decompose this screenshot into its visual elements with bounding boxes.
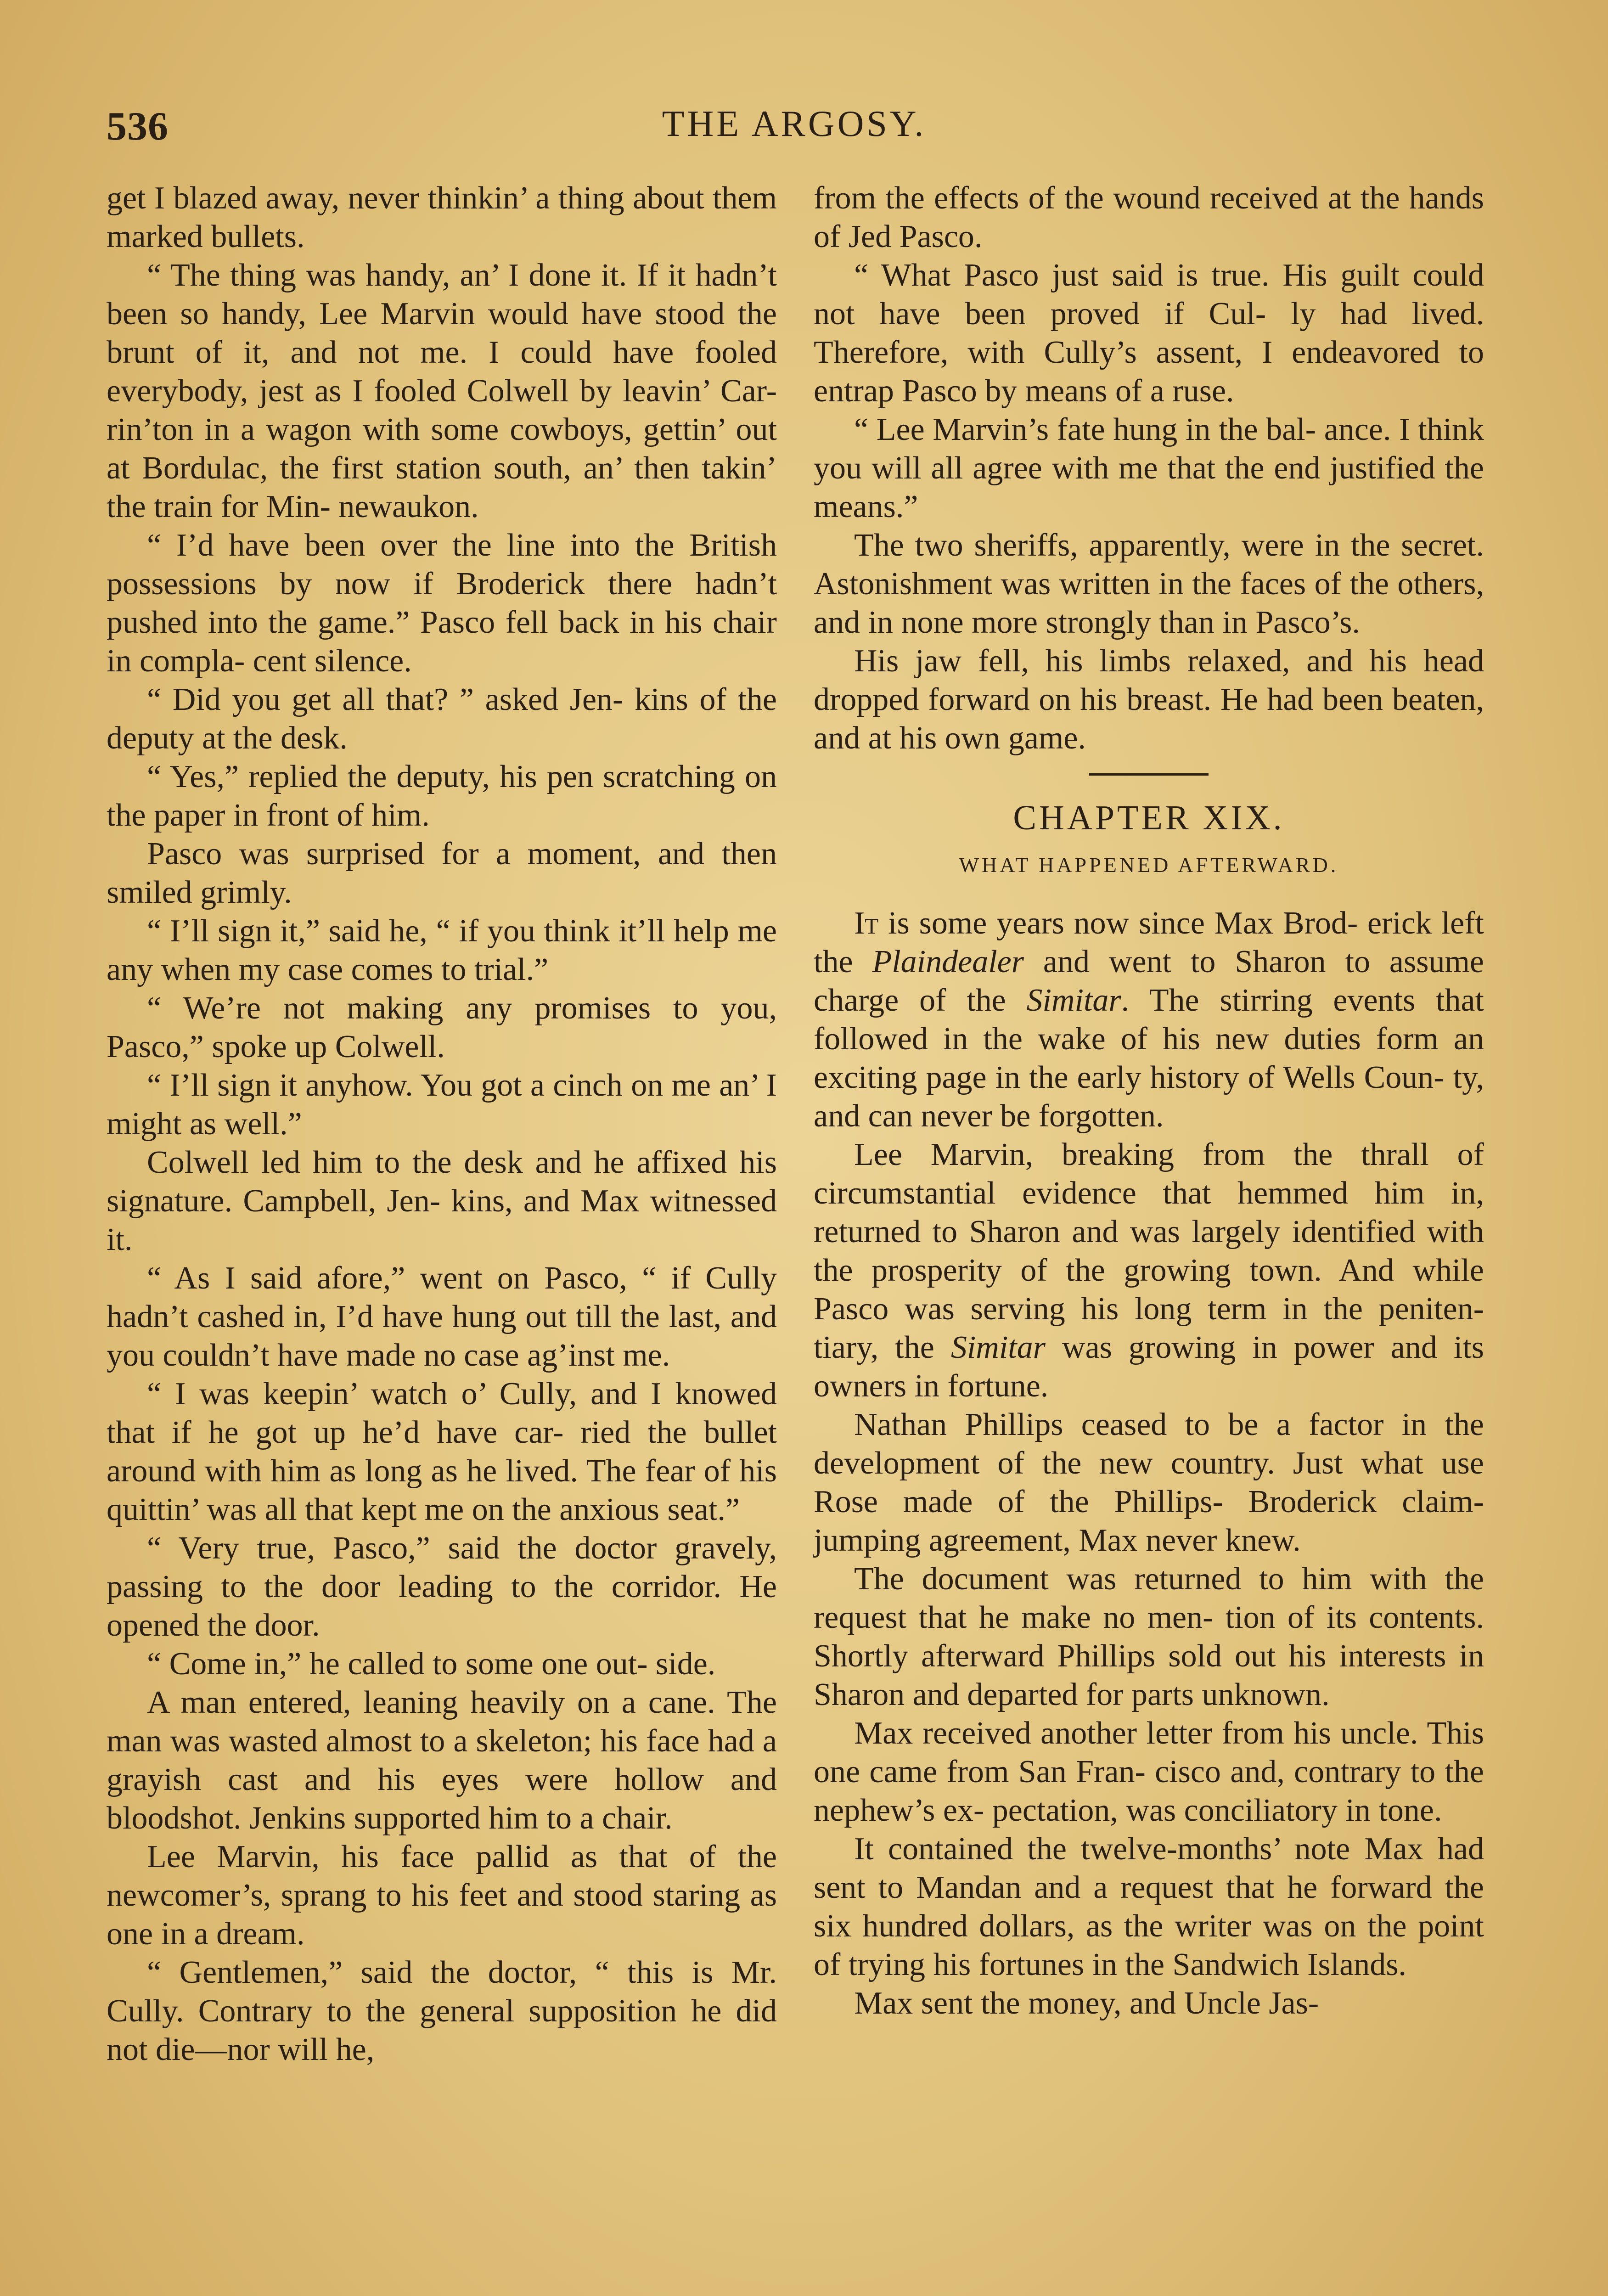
paragraph: The document was returned to him with the request that he make no men- tion of its contents. Shortly afterward Phillips sold out his interests in Sharon and departed for parts unknown.: [814, 1561, 1484, 1712]
paragraph: “ Did you get all that? ” asked Jen- kins of the deputy at the desk.: [107, 682, 777, 756]
paragraph: Max sent the money, and Uncle Jas-: [854, 1986, 1319, 2021]
paragraph: get I blazed away, never thinkin’ a thing about them marked bullets.: [107, 180, 777, 254]
paragraph: “ Very true, Pasco,” said the doctor gravely, passing to the door leading to the corridor. He opened the door.: [107, 1531, 777, 1643]
page-header: [107, 103, 1482, 154]
chapter-opening-paragraph: It is some years now since Max Brod- erick left the Plaindealer and went to Sharon to assume charge of the Simitar. The stirring events that followed in the wake of his new duties form an exciting page in the early history of Wells Coun- ty, and can never be forgotten.: [814, 906, 1484, 1134]
paragraph: “ I’ll sign it,” said he, “ if you think it’ll help me any when my case comes to trial.”: [107, 913, 777, 987]
paragraph: It contained the twelve-months’ note Max had sent to Mandan and a request that he forward the six hundred dollars, as the writer was on the point of trying his fortunes in the Sandwich Islands.: [814, 1831, 1484, 1982]
left-column: [107, 179, 777, 2069]
italic-title: Simitar: [950, 1330, 1046, 1365]
paragraph: Max received another letter from his uncle. This one came from San Fran- cisco and, contrary to the nephew’s ex- pectation, was conciliatory in tone.: [814, 1716, 1484, 1828]
paragraph: “ I’ll sign it anyhow. You got a cinch on me an’ I might as well.”: [107, 1068, 777, 1142]
paragraph: A man entered, leaning heavily on a cane. The man was wasted almost to a skeleton; his face had a grayish cast and his eyes were hollow and bloodshot. Jenkins supported him to a chair.: [107, 1685, 777, 1836]
paragraph: His jaw fell, his limbs relaxed, and his head dropped forward on his breast. He had been beaten, and at his own game.: [814, 643, 1484, 756]
paragraph: “ I’d have been over the line into the British possessions by now if Broderick there hadn’t pushed into the game.” Pasco fell back in his chair in compla- cent silence.: [107, 528, 777, 679]
right-column: [814, 179, 1484, 2023]
paragraph: Colwell led him to the desk and he affixed his signature. Campbell, Jen- kins, and Max witnessed it.: [107, 1145, 777, 1257]
paragraph: Pasco was surprised for a moment, and then smiled grimly.: [107, 836, 777, 910]
chapter-subtitle: WHAT HAPPENED AFTERWARD.: [959, 853, 1339, 877]
chapter-title: CHAPTER XIX.: [1013, 799, 1285, 837]
paragraph: “ Gentlemen,” said the doctor, “ this is Mr. Cully. Contrary to the general supposition he did not die—nor will he,: [107, 1955, 777, 2067]
running-title: THE ARGOSY.: [662, 104, 927, 144]
paragraph: Lee Marvin, breaking from the thrall of circumstantial evidence that hemmed him in, returned to Sharon and was largely identified with the prosperity of the growing town. And while Pasco was serving his long term in the peniten- tiary, the Simitar was growing in power and its owners in fortune.: [814, 1137, 1484, 1404]
paragraph: “ Yes,” replied the deputy, his pen scratching on the paper in front of him.: [107, 759, 777, 833]
paragraph: “ Come in,” he called to some one out- side.: [147, 1646, 716, 1682]
paragraph: “ What Pasco just said is true. His guilt could not have been proved if Cul- ly had lived. Therefore, with Cully’s assent, I endeavored to entrap Pasco by means of a ruse.: [814, 258, 1484, 409]
paragraph: “ I was keepin’ watch o’ Cully, and I knowed that if he got up he’d have car- ried the bullet around with him as long as he lived. The fear of his quittin’ was all that kept me on the anxious seat.”: [107, 1376, 777, 1527]
paragraph: Lee Marvin, his face pallid as that of the newcomer’s, sprang to his feet and stood staring as one in a dream.: [107, 1839, 777, 1952]
paragraph: The two sheriffs, apparently, were in the secret. Astonishment was written in the faces of the others, and in none more strongly than in Pasco’s.: [814, 528, 1484, 640]
paragraph: “ As I said afore,” went on Pasco, “ if Cully hadn’t cashed in, I’d have hung out till the last, and you couldn’t have made no case ag’inst me.: [107, 1261, 777, 1373]
paragraph: “ The thing was handy, an’ I done it. If it hadn’t been so handy, Lee Marvin would have stood the brunt of it, and not me. I could have fooled everybody, jest as I fooled Colwell by leavin’ Car- rin’ton in a wagon with some cowboys, gettin’ out at Bordulac, the first station south, an’ then takin’ the train for Min- newaukon.: [107, 258, 777, 524]
italic-title: Plaindealer: [872, 944, 1024, 979]
paragraph: “ Lee Marvin’s fate hung in the bal- ance. I think you will all agree with me that the end justified the means.”: [814, 412, 1484, 524]
paragraph: from the effects of the wound received at the hands of Jed Pasco.: [814, 180, 1484, 254]
paragraph: “ We’re not making any promises to you, Pasco,” spoke up Colwell.: [107, 990, 777, 1064]
drop-cap: It: [854, 906, 879, 941]
section-divider: [1089, 773, 1209, 776]
paragraph: Nathan Phillips ceased to be a factor in the development of the new country. Just what use Rose made of the Phillips- Broderick claim-jumping agreement, Max never knew.: [814, 1407, 1484, 1558]
page-number: 536: [107, 104, 169, 149]
italic-title: Simitar: [1026, 983, 1121, 1018]
